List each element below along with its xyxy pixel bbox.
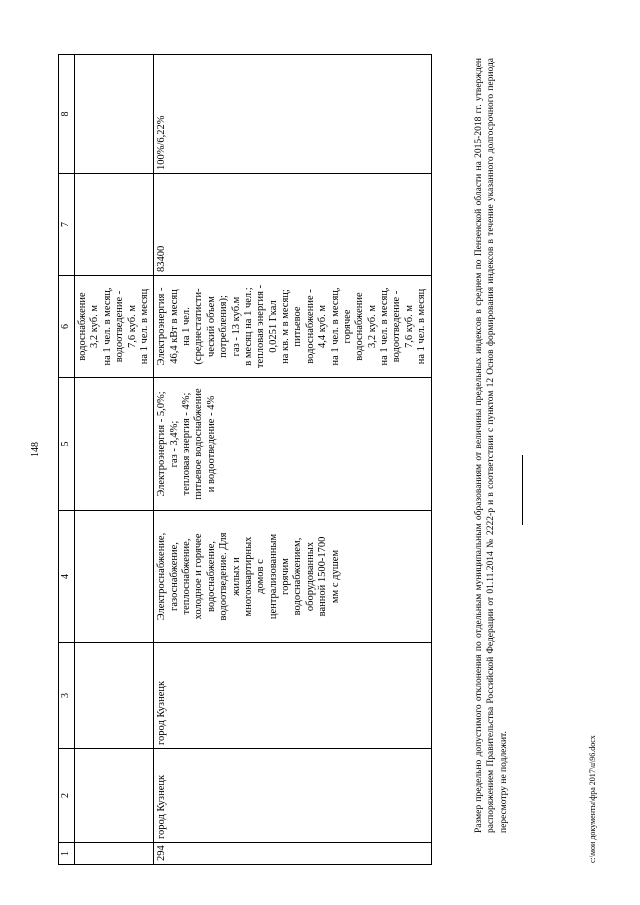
row-number: 294 [154, 843, 431, 865]
col-header: 6 [59, 276, 75, 378]
municipality-name: город Кузнецк [154, 749, 431, 843]
volumes-cell-continued: водоснабжение 3,2 куб. м на 1 чел. в месяц, водоотведение - 7,6 куб. м на 1 чел. в месяц [75, 276, 154, 378]
page-number: 148 [30, 442, 41, 457]
separator-line [522, 455, 523, 525]
table-row-continuation [75, 55, 154, 865]
col-header: 1 [59, 843, 75, 865]
col-header: 8 [59, 55, 75, 174]
settlement-name: город Кузнецк [154, 643, 431, 749]
volumes-cell: Электроэнергия - 46,4 кВт в месяц на 1 чел. (среднестатисти- ческий объем потребления); газ - 13 куб.м в месяц на 1 чел.; тепловая энергия - 0,0251 Гкал на кв. м в месяц; питьевое водоснабжение - 4,4 куб. м на 1 чел. в месяц, горячее водоснабжение 3,2 куб. м на 1 чел. в месяц, водоотведение - 7,6 куб. м на 1 чел. в месяц [154, 276, 431, 378]
header-row [59, 55, 75, 865]
footnote-text: Размер предельно допустимого отклонения по отдельным муниципальным образованиям от величины предельных индексов в среднем по Пензенской области на 2015-2018 гг. утвержден распоряжением Правительства Российской Федерации от 01.11.2014 № 2222-р и в соответствии с пунктом 12 Основ формирования индексов в течение указанного долгосрочного периода пересмотру не подлежит. [474, 58, 509, 833]
col-header: 4 [59, 511, 75, 643]
col-header: 7 [59, 174, 75, 276]
file-path-footer: c:\мои документы\фра 2017\u\96.docx [588, 735, 597, 863]
indices-cell: Электроэнергия - 5,0%; газ - 3,4%; тепловая энергия - 4%; питьевое водоснабжение и водоотведение - 4% [154, 378, 431, 511]
col-header: 5 [59, 378, 75, 511]
col-header: 3 [59, 643, 75, 749]
services-cell: Электроснабжение, газоснабжение, теплоснабжение, холодное и горячее водоснабжение, водоотведение. Для жилых и многоквартирных домов с централизованным горячим водоснабжением, оборудованных ванной 1500-1700 мм с душем [154, 511, 431, 643]
population-cell: 83400 [154, 174, 431, 276]
tariff-table [58, 54, 432, 865]
table-row-294 [154, 55, 431, 865]
col-header: 2 [59, 749, 75, 843]
share-cell: 100%/6,22% [154, 55, 431, 174]
